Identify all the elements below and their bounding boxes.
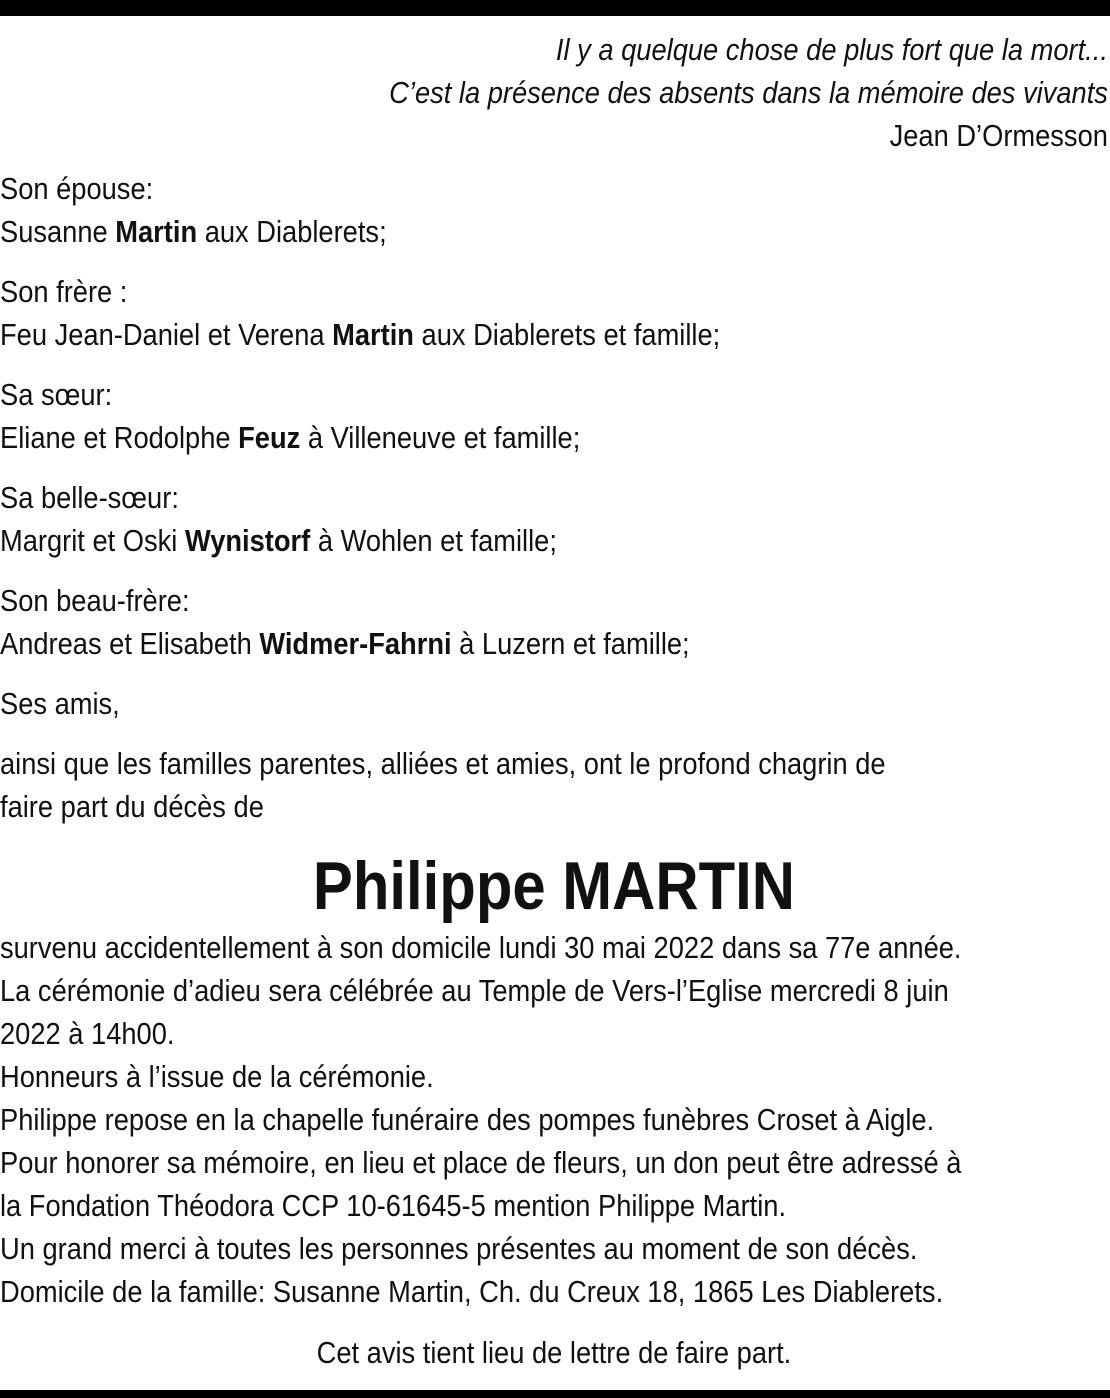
relative-role: Son beau-frère: bbox=[0, 583, 190, 618]
relative-surname: Feuz bbox=[238, 420, 301, 455]
body-line: La cérémonie d’adieu sera célébrée au Temple de Vers-l’Eglise mercredi 8 juin bbox=[0, 973, 949, 1008]
relative-role: Son frère : bbox=[0, 274, 128, 309]
body-line: Philippe repose en la chapelle funéraire des pompes funèbres Croset à Aigle. bbox=[0, 1102, 935, 1137]
relative-names bbox=[0, 210, 1108, 253]
relative-names bbox=[0, 519, 1108, 562]
relative-first-names: Margrit et Oski bbox=[0, 523, 185, 558]
relative-first-names: Susanne bbox=[0, 214, 116, 249]
relative-role: Sa sœur: bbox=[0, 377, 113, 412]
relative-location: aux Diablerets et famille; bbox=[413, 317, 721, 352]
relative-entry-brother bbox=[0, 270, 1108, 356]
body-line: Un grand merci à toutes les personnes présentes au moment de son décès. bbox=[0, 1231, 918, 1266]
relative-role: Sa belle-sœur: bbox=[0, 480, 179, 515]
relative-location: aux Diablerets; bbox=[197, 214, 387, 249]
relative-surname: Martin bbox=[115, 214, 198, 249]
relative-surname: Martin bbox=[332, 317, 414, 352]
quote-line-2: C’est la présence des absents dans la mémoire des vivants bbox=[389, 75, 1108, 110]
body-line: 2022 à 14h00. bbox=[0, 1016, 175, 1051]
relative-role: Son épouse: bbox=[0, 171, 154, 206]
relative-entry-sister-in-law bbox=[0, 476, 1108, 562]
deceased-name: Philippe MARTIN bbox=[312, 848, 795, 924]
friends-text: Ses amis, bbox=[0, 686, 120, 721]
relative-names bbox=[0, 622, 1108, 665]
quote-line-1: Il y a quelque chose de plus fort que la mort... bbox=[555, 32, 1108, 67]
intro-line-1: ainsi que les familles parentes, alliées et amies, ont le profond chagrin de bbox=[0, 746, 886, 781]
body-line: Honneurs à l’issue de la cérémonie. bbox=[0, 1059, 434, 1094]
body-line: survenu accidentellement à son domicile lundi 30 mai 2022 dans sa 77e année. bbox=[0, 930, 962, 965]
relative-surname: Widmer-Fahrni bbox=[259, 626, 452, 661]
relative-entry-brother-in-law bbox=[0, 579, 1108, 665]
epigraph-quote bbox=[0, 28, 1108, 157]
bottom-rule bbox=[0, 1390, 1110, 1398]
quote-author: Jean D’Ormesson bbox=[889, 118, 1108, 153]
announcement-intro bbox=[0, 742, 1108, 828]
relative-names bbox=[0, 416, 1108, 459]
relative-location: à Luzern et famille; bbox=[451, 626, 690, 661]
relative-first-names: Andreas et Elisabeth bbox=[0, 626, 260, 661]
relative-first-names: Feu Jean-Daniel et Verena bbox=[0, 317, 333, 352]
notice-body bbox=[0, 926, 1108, 1313]
friends-line bbox=[0, 682, 1108, 725]
relative-names bbox=[0, 313, 1108, 356]
relative-first-names: Eliane et Rodolphe bbox=[0, 420, 239, 455]
body-line: Pour honorer sa mémoire, en lieu et place de fleurs, un don peut être adressé à bbox=[0, 1145, 962, 1180]
relative-location: à Villeneuve et famille; bbox=[300, 420, 581, 455]
obituary-notice bbox=[0, 28, 1108, 1374]
intro-line-2: faire part du décès de bbox=[0, 789, 264, 824]
closing-note: Cet avis tient lieu de lettre de faire part. bbox=[316, 1335, 792, 1370]
relative-entry-sister bbox=[0, 373, 1108, 459]
relative-location: à Wohlen et famille; bbox=[310, 523, 557, 558]
relative-entry-spouse bbox=[0, 167, 1108, 253]
relative-surname: Wynistorf bbox=[184, 523, 311, 558]
body-line: Domicile de la famille: Susanne Martin, Ch. du Creux 18, 1865 Les Diablerets. bbox=[0, 1274, 944, 1309]
body-line: la Fondation Théodora CCP 10-61645-5 mention Philippe Martin. bbox=[0, 1188, 787, 1223]
top-rule bbox=[0, 0, 1110, 16]
